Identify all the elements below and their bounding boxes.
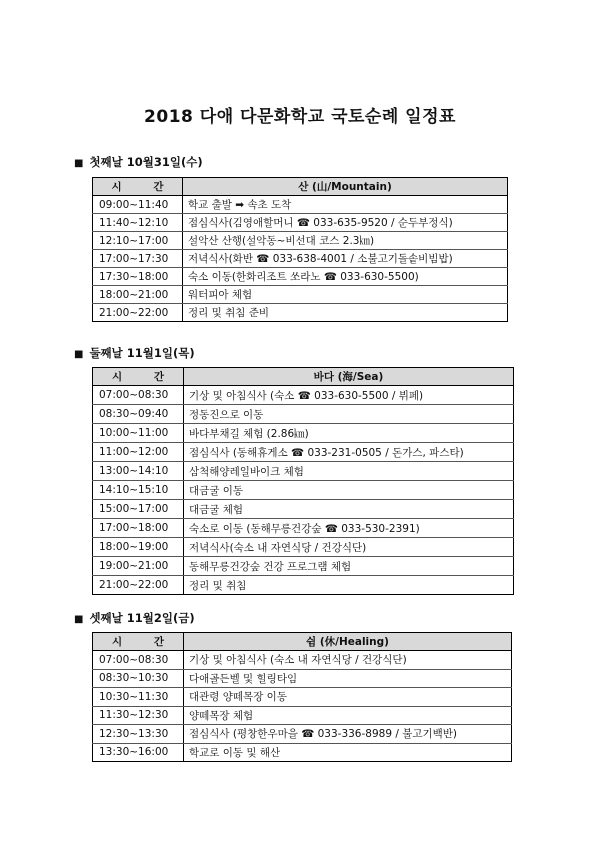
- table-row: [93, 214, 508, 232]
- activity-cell: 대금굴 이동: [184, 481, 514, 500]
- activity-cell: 정동진으로 이동: [184, 405, 514, 424]
- time-column-header: 시 간: [93, 633, 184, 651]
- time-cell: 18:00~19:00: [93, 538, 184, 557]
- table-row: [93, 386, 514, 405]
- activity-cell: 학교 출발 ➡ 속초 도착: [183, 196, 508, 214]
- table-row: [93, 576, 514, 595]
- activity-cell: 대관령 양떼목장 이동: [184, 688, 512, 707]
- table-row: [93, 424, 514, 443]
- table-row: [93, 743, 512, 762]
- table-row: [93, 405, 514, 424]
- activity-cell: 양떼목장 체험: [184, 706, 512, 725]
- activity-cell: 저녁식사(화반 ☎ 033-638-4001 / 소불고기돌솥비빔밥): [183, 250, 508, 268]
- activity-cell: 학교로 이동 및 해산: [189, 746, 281, 759]
- table-row: [93, 462, 514, 481]
- time-cell: 11:40~12:10: [93, 214, 183, 232]
- time-cell: 11:30~12:30: [93, 706, 184, 725]
- activity-cell: 점심식사 (평창한우마을 ☎ 033-336-8989 / 불고기백반): [184, 725, 512, 744]
- square-bullet-icon: ■: [74, 614, 84, 625]
- activity-cell: 대금굴 체험: [184, 500, 514, 519]
- time-cell: 11:00~12:00: [93, 443, 184, 462]
- time-cell: 21:00~22:00: [93, 304, 183, 322]
- table-row: [93, 250, 508, 268]
- time-cell: 08:30~10:30: [93, 669, 184, 688]
- activity-cell: 기상 및 아침식사 (숙소 ☎ 033-630-5500 / 뷔페): [184, 386, 514, 405]
- time-cell: 21:00~22:00: [93, 576, 184, 595]
- table-row: [93, 286, 508, 304]
- time-cell: 18:00~21:00: [93, 286, 183, 304]
- table-row: [93, 538, 514, 557]
- time-cell: 13:00~14:10: [93, 462, 184, 481]
- time-cell: 10:30~11:30: [93, 688, 184, 707]
- activity-cell: 기상 및 아침식사 (숙소 내 자연식당 / 건강식단): [184, 651, 512, 670]
- activity-cell: 동해무릉건강숲 건강 프로그램 체험: [184, 557, 514, 576]
- day-heading-text: 셋째날 11월2일(금): [89, 611, 195, 625]
- table-row: [93, 688, 512, 707]
- time-cell: 19:00~21:00: [93, 557, 184, 576]
- schedule-table-day3: [92, 632, 512, 762]
- time-cell: 12:30~13:30: [93, 725, 184, 744]
- time-cell: 15:00~17:00: [93, 500, 184, 519]
- table-row: [93, 669, 512, 688]
- day-heading-text: 첫째날 10월31일(수): [89, 155, 203, 169]
- time-cell: 08:30~09:40: [93, 405, 184, 424]
- activity-cell: 설악산 산행(설악동~비선대 코스 2.3㎞): [183, 232, 508, 250]
- theme-column-header: 쉼 (休/Healing): [184, 633, 512, 651]
- table-row: [93, 481, 514, 500]
- time-cell: 10:00~11:00: [93, 424, 184, 443]
- page-title: 2018 다애 다문화학교 국토순례 일정표: [144, 107, 456, 127]
- table-row: [93, 232, 508, 250]
- activity-cell: 점심식사(김영애할머니 ☎ 033-635-9520 / 순두부정식): [183, 214, 508, 232]
- time-cell: 17:30~18:00: [93, 268, 183, 286]
- table-row: [93, 519, 514, 538]
- activity-cell: 정리 및 취침: [189, 579, 247, 592]
- activity-cell: 숙소 이동(한화리조트 쏘라노 ☎ 033-630-5500): [183, 268, 508, 286]
- table-row: [93, 196, 508, 214]
- time-cell: 17:00~17:30: [93, 250, 183, 268]
- activity-cell: 워터피아 체험: [183, 286, 508, 304]
- square-bullet-icon: ■: [74, 158, 84, 169]
- time-cell: 17:00~18:00: [93, 519, 184, 538]
- time-cell: 07:00~08:30: [93, 651, 184, 670]
- table-header-row: [93, 368, 514, 386]
- activity-cell: 저녁식사(숙소 내 자연식당 / 건강식단): [184, 538, 514, 557]
- table-header-row: [93, 633, 512, 651]
- table-row: [93, 268, 508, 286]
- table-row: [93, 706, 512, 725]
- time-cell: 14:10~15:10: [93, 481, 184, 500]
- square-bullet-icon: ■: [74, 349, 84, 360]
- theme-column-header: 바다 (海/Sea): [184, 368, 514, 386]
- time-cell: 09:00~11:40: [93, 196, 183, 214]
- day-heading: [74, 345, 195, 361]
- table-row: [93, 500, 514, 519]
- table-row: [93, 725, 512, 744]
- time-column-header: 시 간: [93, 368, 184, 386]
- table-header-row: [93, 178, 508, 196]
- time-column-header: 시 간: [93, 178, 183, 196]
- day-heading: [74, 610, 195, 626]
- day-heading-text: 둘째날 11월1일(목): [89, 346, 195, 360]
- activity-cell: 삼척해양레일바이크 체험: [184, 462, 514, 481]
- activity-cell: 숙소로 이동 (동해무릉건강숲 ☎ 033-530-2391): [184, 519, 514, 538]
- table-row: [93, 557, 514, 576]
- schedule-table-day1: [92, 177, 508, 322]
- activity-cell: 정리 및 취침 준비: [188, 307, 270, 319]
- day-heading: [74, 154, 203, 170]
- time-cell: 07:00~08:30: [93, 386, 184, 405]
- table-row: [93, 304, 508, 322]
- activity-cell: 점심식사 (동해휴게소 ☎ 033-231-0505 / 돈가스, 파스타): [184, 443, 514, 462]
- activity-cell: 다애골든벨 및 힐링타임: [184, 669, 512, 688]
- time-cell: 13:30~16:00: [93, 743, 184, 762]
- table-row: [93, 651, 512, 670]
- theme-column-header: 산 (山/Mountain): [183, 178, 508, 196]
- activity-cell: 바다부채길 체험 (2.86㎞): [184, 424, 514, 443]
- schedule-table-day2: [92, 367, 514, 595]
- table-row: [93, 443, 514, 462]
- time-cell: 12:10~17:00: [93, 232, 183, 250]
